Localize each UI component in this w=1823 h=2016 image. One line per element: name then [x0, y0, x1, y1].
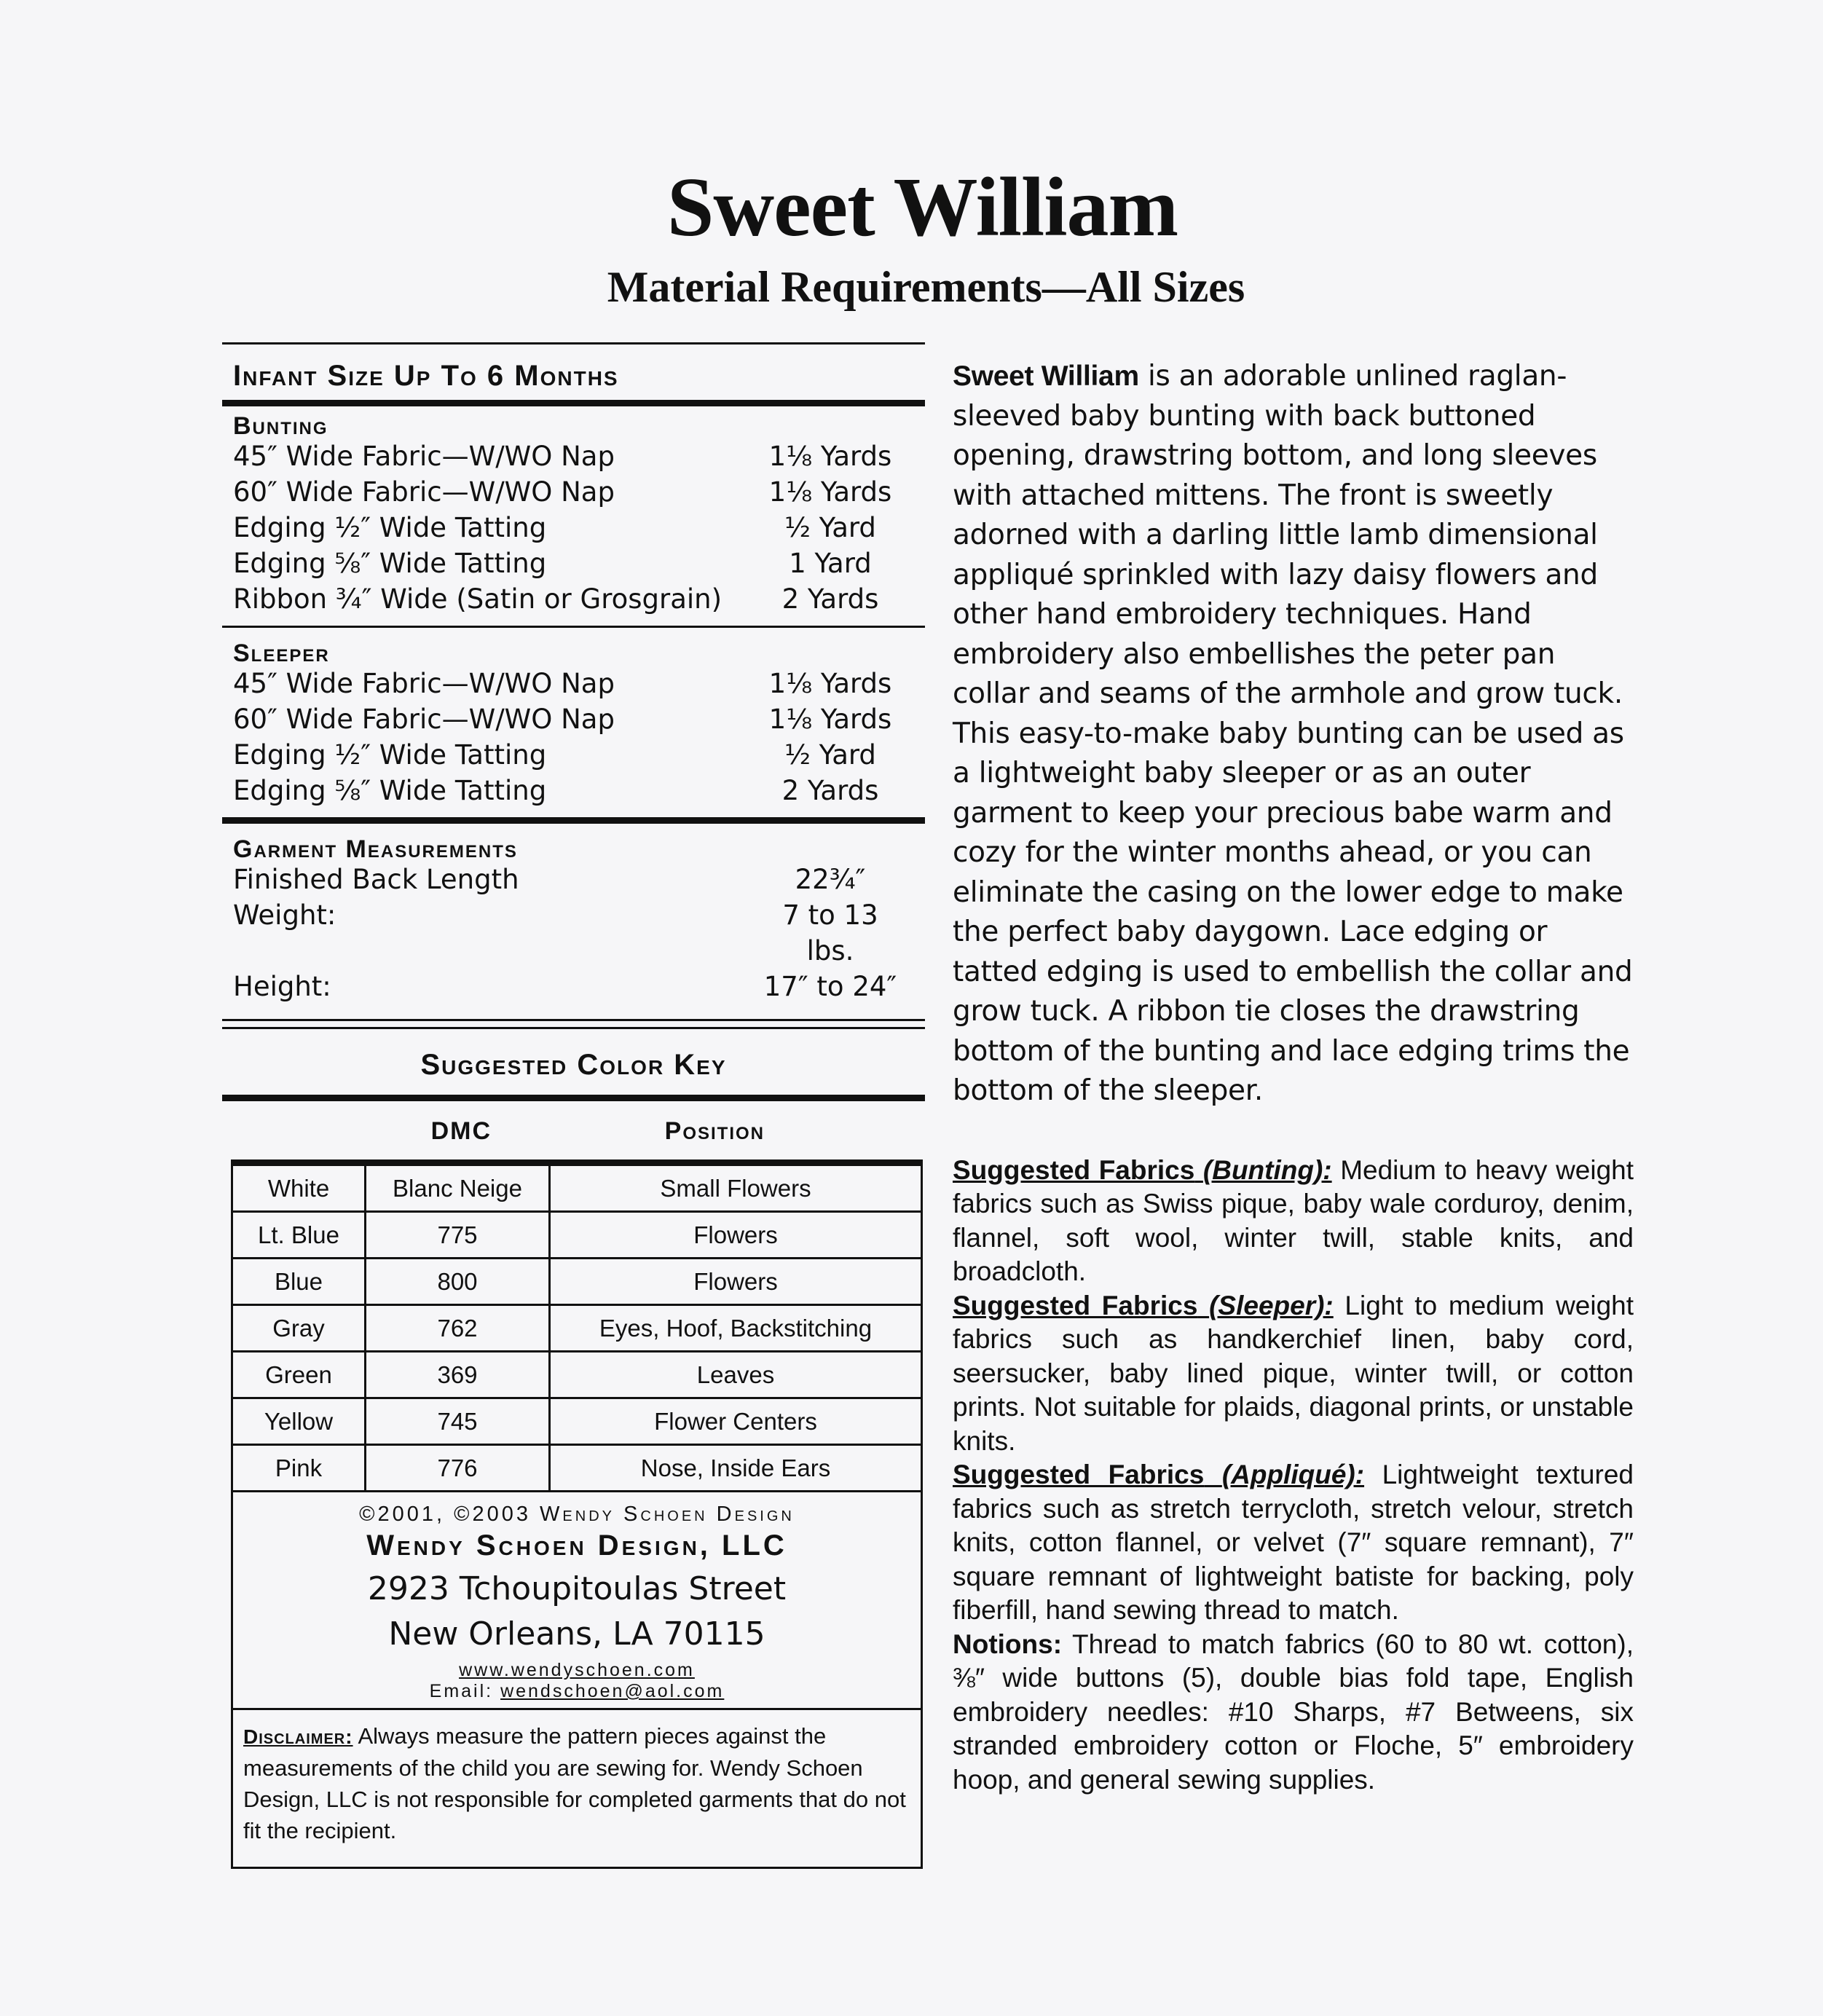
sleeper-fabrics [953, 1289, 1634, 1459]
applique-fabrics [953, 1458, 1634, 1628]
disclaimer-text: Always measure the pattern pieces against the measurements of the child you are sewing for. Wendy Schoen Design, LLC is not responsible for completed garments that do not fit the recipient. [243, 1723, 906, 1843]
list-item [222, 897, 925, 969]
item-amount: 7 to 13 lbs. [782, 899, 878, 966]
list-item [222, 666, 925, 701]
table-row [232, 1398, 922, 1445]
color-cell: Pink [232, 1445, 366, 1492]
sleeper-list [222, 666, 925, 808]
item-amount: ½ Yard [784, 512, 876, 543]
disclaimer-label: Disclaimer: [243, 1725, 353, 1748]
bunting-list [222, 438, 925, 617]
divider [222, 1019, 925, 1021]
item-label: 60″ Wide Fabric—W/WO Nap [233, 476, 615, 508]
notions-text: Thread to match fabrics (60 to 80 wt. cotton), ⅜″ wide buttons (5), double bias fold tape, English embroidery needles: #10 Sharps, #7 Betweens, six stranded embroidery cotton or Floche, 5″ embroidery hoop, and general sewing supplies. [953, 1629, 1634, 1795]
color-cell: White [232, 1163, 366, 1212]
website-link[interactable]: www.wendyschoen.com [459, 1660, 695, 1680]
list-item [222, 737, 925, 773]
list-item [222, 701, 925, 737]
dmc-cell: 762 [366, 1305, 550, 1352]
page-subtitle: Material Requirements—All Sizes [607, 263, 1245, 311]
city-address: New Orleans, LA 70115 [388, 1615, 765, 1653]
item-amount: 2 Yards [781, 775, 879, 806]
bunting-heading: Bunting [233, 412, 328, 440]
infant-size-heading: Infant Size Up To 6 Months [233, 360, 619, 392]
dmc-cell: 776 [366, 1445, 550, 1492]
dmc-cell: 775 [366, 1212, 550, 1259]
copyright: ©2001, ©2003 Wendy Schoen Design [359, 1503, 795, 1526]
list-item [222, 969, 925, 1004]
company-name: Wendy Schoen Design, LLC [366, 1529, 787, 1562]
description-text: is an adorable unlined raglan-sleeved baby bunting with back buttoned opening, drawstring bottom, and long sleeves with attached mittens. The front is sweetly adorned with a darling little lamb dimensional appliqué sprinkled with lazy daisy flowers and other hand embroidery techniques. Hand embroidery also embellishes the peter pan collar and seams of the armhole and grow tuck. This easy-to-make baby bunting can be used as a lightweight baby sleeper or as an outer garment to keep your precious babe warm and cozy for the winter months ahead, or you can eliminate the casing on the lower edge to make the perfect baby daygown. Lace edging or tatted edging is used to embellish the collar and grow tuck. A ribbon tie closes the drawstring bottom of the bunting and lace edging trims the bottom of the sleeper. [953, 360, 1633, 1107]
color-cell: Blue [232, 1259, 366, 1305]
color-key-table [231, 1159, 923, 1492]
item-label: Edging ⅝″ Wide Tatting [233, 548, 547, 579]
item-amount: 22¾″ [795, 864, 866, 895]
position-cell: Leaves [550, 1352, 922, 1398]
sleeper-fabrics-label: Suggested Fabrics (Sleeper): [953, 1290, 1334, 1320]
item-label: Edging ⅝″ Wide Tatting [233, 775, 547, 806]
item-amount: 1⅛ Yards [768, 476, 892, 508]
sleeper-heading: Sleeper [233, 639, 330, 667]
item-amount: 1⅛ Yards [768, 704, 892, 735]
item-amount: ½ Yard [784, 739, 876, 771]
item-amount: 1 Yard [789, 548, 872, 579]
list-item [222, 773, 925, 808]
item-label: Finished Back Length [233, 864, 519, 895]
table-row [232, 1305, 922, 1352]
position-cell: Eyes, Hoof, Backstitching [550, 1305, 922, 1352]
item-label: Weight: [233, 899, 336, 931]
item-label: 45″ Wide Fabric—W/WO Nap [233, 441, 615, 472]
item-label: Edging ½″ Wide Tatting [233, 739, 547, 771]
page-title: Sweet William [666, 161, 1178, 254]
item-label: 60″ Wide Fabric—W/WO Nap [233, 704, 615, 735]
notions-label: Notions: [953, 1629, 1063, 1659]
list-item [222, 474, 925, 510]
table-row [232, 1259, 922, 1305]
dmc-cell: 800 [366, 1259, 550, 1305]
street-address: 2923 Tchoupitoulas Street [367, 1570, 787, 1607]
garment-list [222, 862, 925, 1004]
list-item [222, 581, 925, 617]
fabrics-section [953, 1154, 1634, 1798]
table-row [232, 1352, 922, 1398]
position-cell: Flowers [550, 1212, 922, 1259]
disclaimer-box [231, 1708, 923, 1869]
position-column-header: Position [664, 1117, 765, 1145]
applique-fabrics-text: Lightweight textured fabrics such as stretch terrycloth, stretch velour, stretch knits, cotton flannel, or velvet (7″ square remnant), 7″ square remnant of lightweight batiste for backing, poly fiberfill, hand sewing thread to match. [953, 1460, 1634, 1625]
description [953, 357, 1634, 1111]
email-line [233, 1681, 921, 1702]
color-cell: Yellow [232, 1398, 366, 1445]
divider [222, 817, 925, 824]
description-column [953, 357, 1634, 1797]
color-key-header [222, 1101, 925, 1159]
sleeper-fabrics-text: Light to medium weight fabrics such as handkerchief linen, baby cord, seersucker, baby lined pique, winter twill, or cotton prints. Not suitable for plaids, diagonal prints, or unstable knits. [953, 1290, 1634, 1456]
bunting-fabrics [953, 1154, 1634, 1289]
item-label: Height: [233, 971, 331, 1002]
item-amount: 1⅛ Yards [768, 441, 892, 472]
list-item [222, 438, 925, 474]
item-label: Edging ½″ Wide Tatting [233, 512, 547, 543]
divider [222, 400, 925, 406]
description-name: Sweet William [953, 361, 1139, 392]
email-link[interactable]: wendschoen@aol.com [500, 1681, 725, 1701]
item-amount: 17″ to 24″ [763, 971, 897, 1002]
bunting-fabrics-text: Medium to heavy weight fabrics such as Swiss pique, baby wale corduroy, denim, flannel, soft wool, winter twill, stable knits, and broadcloth. [953, 1154, 1634, 1286]
credits-block [231, 1492, 923, 1708]
dmc-column-header: DMC [430, 1117, 492, 1145]
dmc-cell: 745 [366, 1398, 550, 1445]
materials-column [222, 342, 925, 1869]
item-amount: 2 Yards [781, 583, 879, 615]
list-item [222, 546, 925, 581]
list-item [222, 510, 925, 546]
notions [953, 1628, 1634, 1798]
item-amount: 1⅛ Yards [768, 668, 892, 699]
color-cell: Lt. Blue [232, 1212, 366, 1259]
table-row [232, 1163, 922, 1212]
garment-heading: Garment Measurements [233, 835, 518, 863]
divider [222, 1095, 925, 1101]
table-row [232, 1212, 922, 1259]
bunting-fabrics-label: Suggested Fabrics (Bunting): [953, 1154, 1332, 1185]
list-item [222, 862, 925, 897]
position-cell: Small Flowers [550, 1163, 922, 1212]
email-label: Email: [429, 1681, 494, 1701]
color-key-title: Suggested Color Key [420, 1049, 727, 1081]
position-cell: Flowers [550, 1259, 922, 1305]
item-label: Ribbon ¾″ Wide (Satin or Grosgrain) [233, 583, 722, 615]
applique-fabrics-label: Suggested Fabrics (Appliqué): [953, 1460, 1365, 1489]
color-cell: Green [232, 1352, 366, 1398]
table-row [232, 1445, 922, 1492]
dmc-cell: Blanc Neige [366, 1163, 550, 1212]
item-label: 45″ Wide Fabric—W/WO Nap [233, 668, 615, 699]
dmc-cell: 369 [366, 1352, 550, 1398]
position-cell: Flower Centers [550, 1398, 922, 1445]
color-cell: Gray [232, 1305, 366, 1352]
position-cell: Nose, Inside Ears [550, 1445, 922, 1492]
